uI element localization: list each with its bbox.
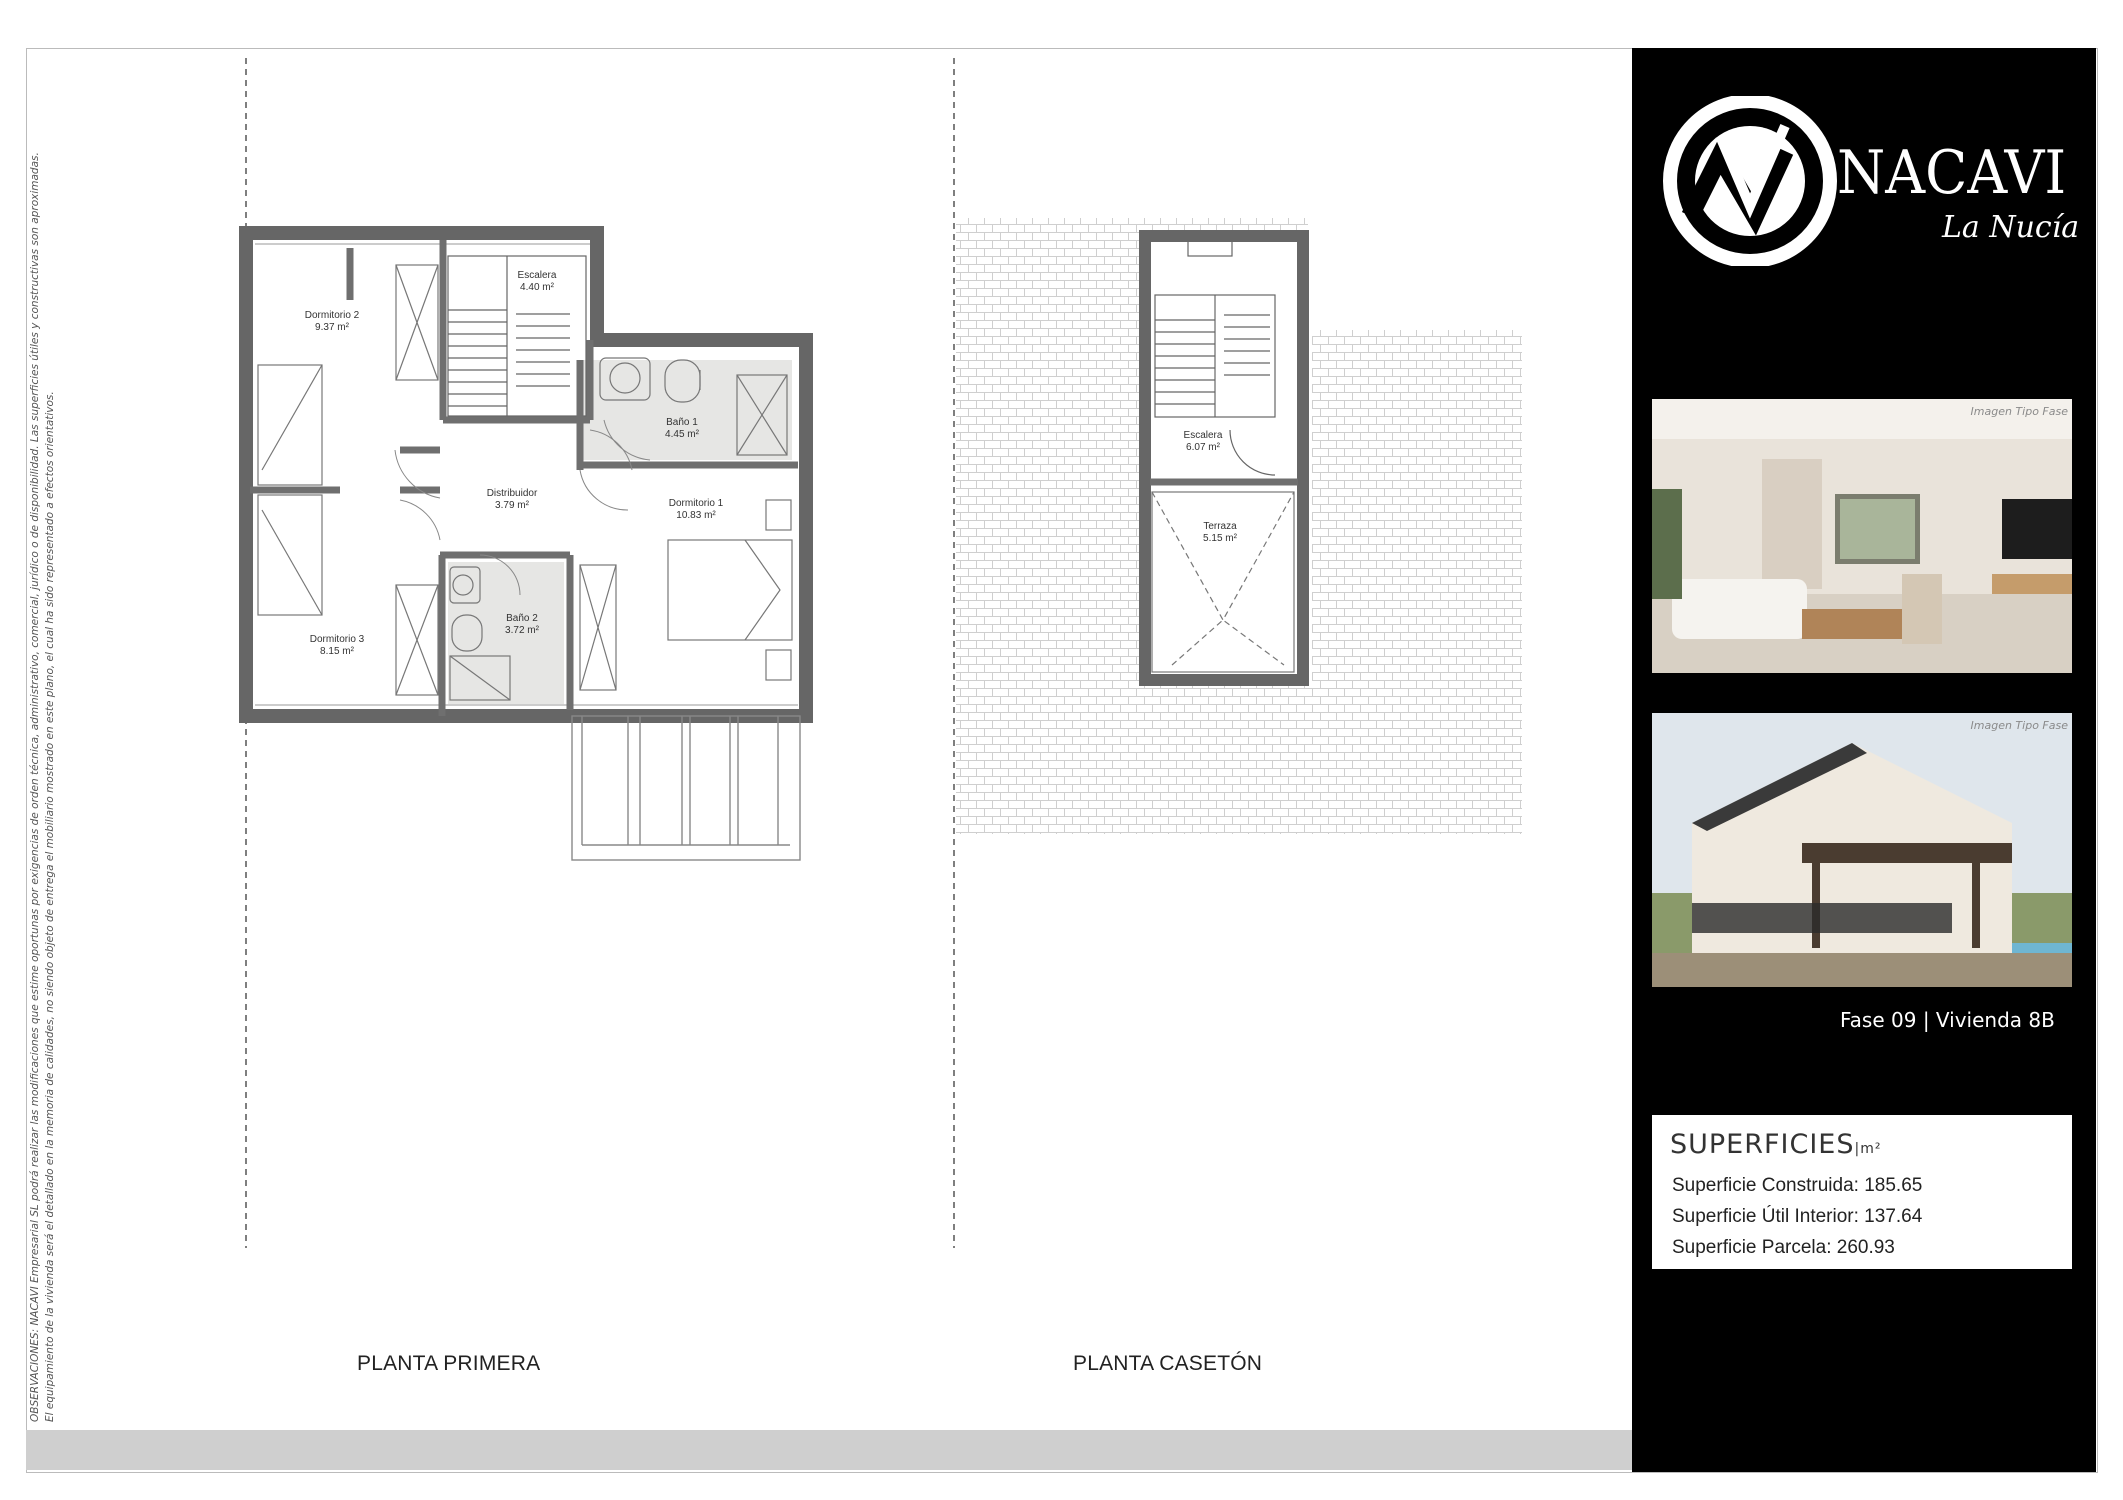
roof-floor-title: PLANTA CASETÓN [1073, 1352, 1263, 1375]
surfaces-box [1652, 1115, 2072, 1269]
observations-line-2: El equipamiento de la vivienda será el detallado en la memoria de calidades, no siendo objeto de entrega el mobiliario mostrado en este plano, el cual ha sido representado a efectos orientativos. [44, 391, 56, 1422]
interior-photo [1652, 399, 2072, 673]
roof-room-label-0: Escalera 6.07 m² [1183, 430, 1223, 453]
brand-name: NACAVI [1837, 138, 2067, 208]
roof-room-label-1: Terraza 5.15 m² [1203, 521, 1237, 544]
first-room-label-3: Distribuidor 3.79 m² [486, 488, 538, 511]
first-room-label-6: Dormitorio 3 8.15 m² [309, 634, 365, 657]
info-panel [1632, 48, 2096, 1472]
first-room-label-2: Baño 1 4.45 m² [665, 417, 699, 440]
surfaces-title [1670, 1129, 1881, 1160]
observations-line-1: OBSERVACIONES: NACAVI Empresarial SL podrá realizar las modificaciones que estime oportunas por exigencias de orden técnica, administrativo, comercial, jurídico o de disponibilidad. Las superficies útiles y constructivas son aproximadas. [29, 152, 41, 1422]
exterior-photo-image [1652, 713, 2072, 987]
roof-plan [956, 218, 1522, 834]
brand-location: La Nucía [1942, 210, 2080, 245]
interior-photo-image [1652, 399, 2072, 673]
surface-built: Superficie Construida: 185.65 [1672, 1175, 1923, 1196]
footer-bar [26, 1430, 1632, 1470]
roof-tiles-right [1308, 330, 1522, 436]
interior-photo-caption: Imagen Tipo Fase [1970, 405, 2068, 418]
first-floor-title: PLANTA PRIMERA [357, 1352, 541, 1375]
exterior-photo [1652, 713, 2072, 987]
surface-plot: Superficie Parcela: 260.93 [1672, 1237, 1895, 1258]
first-room-label-1: Escalera 4.40 m² [517, 270, 557, 293]
surfaces-unit: |m² [1854, 1141, 1882, 1157]
first-room-label-4: Dormitorio 1 10.83 m² [668, 498, 724, 521]
first-room-label-5: Baño 2 3.72 m² [505, 613, 539, 636]
surfaces-title-text: SUPERFICIES [1670, 1129, 1855, 1160]
exterior-photo-caption: Imagen Tipo Fase [1970, 719, 2068, 732]
surface-useful: Superficie Útil Interior: 137.64 [1672, 1206, 1923, 1227]
first-room-label-0: Dormitorio 2 9.37 m² [304, 310, 360, 333]
phase-unit-info: Fase 09 | Vivienda 8B [1840, 1008, 2055, 1032]
